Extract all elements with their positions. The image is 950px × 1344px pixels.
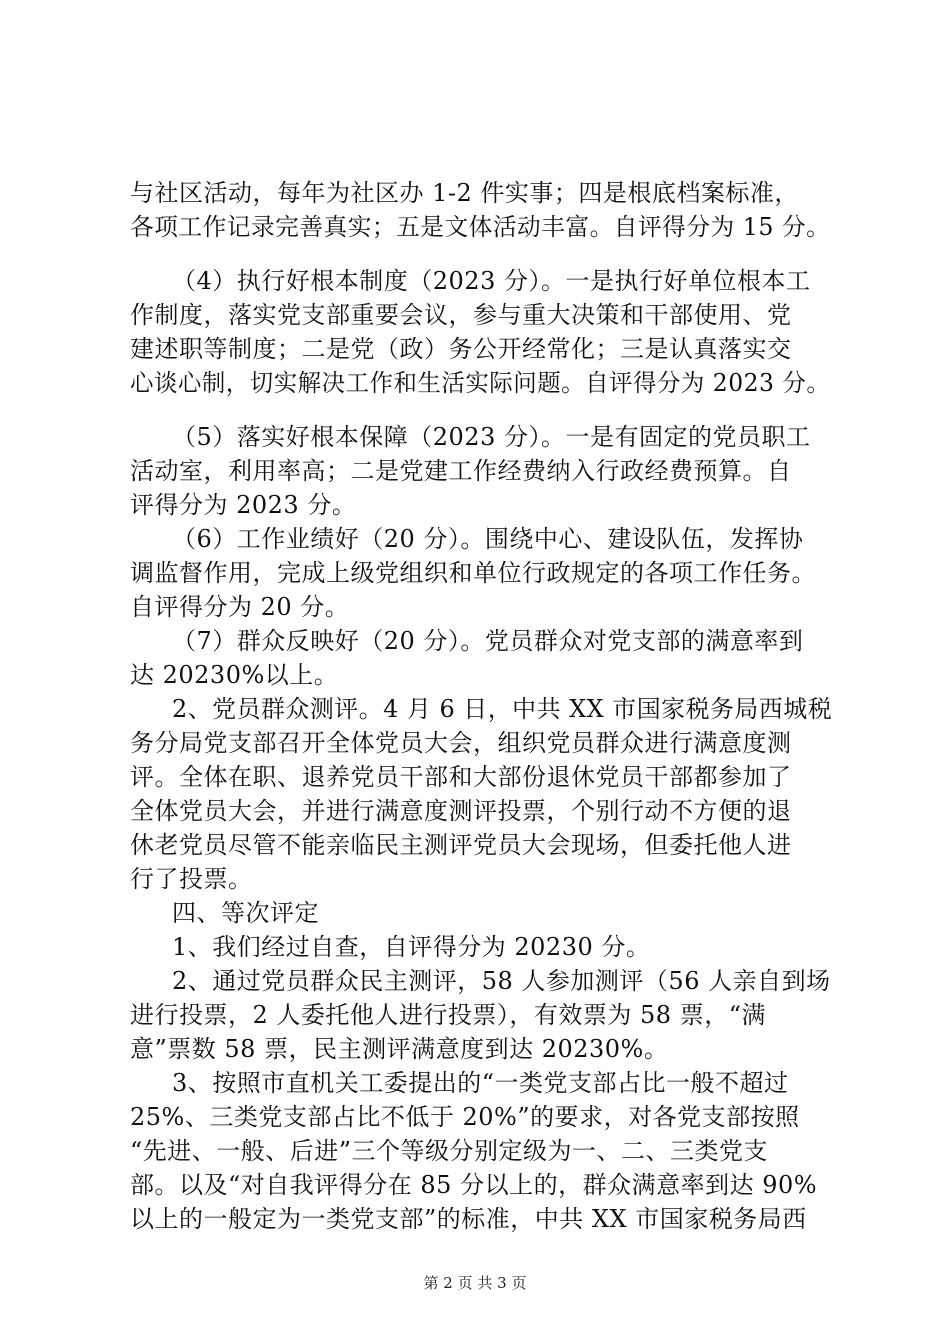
text-line: 务分局党支部召开全体党员大会，组织党员群众进行满意度测 [130, 729, 792, 757]
page-number-footer: 第 2 页 共 3 页 [423, 1274, 527, 1292]
text-line: 3、按照市直机关工委提出的“一类党支部占比一般不超过 [172, 1069, 789, 1097]
text-line: “先进、一般、后进”三个等级分别定级为一、二、三类党支 [130, 1137, 769, 1165]
text-line: （4）执行好根本制度（2023 分）。一是执行好单位根本工 [172, 267, 811, 295]
text-line: 休老党员尽管不能亲临民主测评党员大会现场，但委托他人进 [130, 831, 792, 859]
text-line: 进行投票，2 人委托他人进行投票），有效票为 58 票，“满 [130, 1001, 766, 1029]
text-line: 各项工作记录完善真实；五是文体活动丰富。自评得分为 15 分。 [130, 213, 831, 241]
text-line: 1、我们经过自查，自评得分为 20230 分。 [172, 933, 651, 961]
text-line: 全体党员大会，并进行满意度测评投票，个别行动不方便的退 [130, 797, 792, 825]
text-line: （5）落实好根本保障（2023 分）。一是有固定的党员职工 [172, 423, 811, 451]
text-line: 达 20230%以上。 [130, 661, 339, 689]
text-line: 活动室，利用率高；二是党建工作经费纳入行政经费预算。自 [130, 457, 792, 485]
text-line: 25%、三类党支部占比不低于 20%”的要求，对各党支部按照 [130, 1103, 800, 1131]
text-line: 心谈心制，切实解决工作和生活实际问题。自评得分为 2023 分。 [130, 369, 831, 397]
text-line: （6）工作业绩好（20 分）。围绕中心、建设队伍，发挥协 [172, 525, 804, 553]
text-line: 与社区活动，每年为社区办 1-2 件实事；四是根底档案标准， [130, 179, 799, 207]
text-line: 自评得分为 20 分。 [130, 593, 350, 621]
section-heading: 四、等次评定 [172, 899, 319, 927]
text-line: 部。以及“对自我评得分在 85 分以上的，群众满意率到达 90% [130, 1171, 818, 1199]
text-line: 评得分为 2023 分。 [130, 491, 357, 519]
text-line: 意”票数 58 票，民主测评满意度到达 20230%。 [130, 1035, 669, 1063]
text-line: 建述职等制度；二是党（政）务公开经常化；三是认真落实交 [130, 335, 792, 363]
text-line: 2、党员群众测评。4 月 6 日，中共 XX 市国家税务局西城税 [172, 695, 833, 723]
text-line: 2、通过党员群众民主测评，58 人参加测评（56 人亲自到场 [172, 967, 831, 995]
text-line: 作制度，落实党支部重要会议，参与重大决策和干部使用、党 [130, 301, 792, 329]
text-line: 评。全体在职、退养党员干部和大部份退休党员干部都参加了 [130, 763, 792, 791]
text-line: （7）群众反映好（20 分）。党员群众对党支部的满意率到 [172, 627, 804, 655]
text-line: 以上的一般定为一类党支部”的标准，中共 XX 市国家税务局西 [130, 1205, 807, 1233]
text-line: 调监督作用，完成上级党组织和单位行政规定的各项工作任务。 [130, 559, 816, 587]
text-line: 行了投票。 [130, 865, 253, 893]
